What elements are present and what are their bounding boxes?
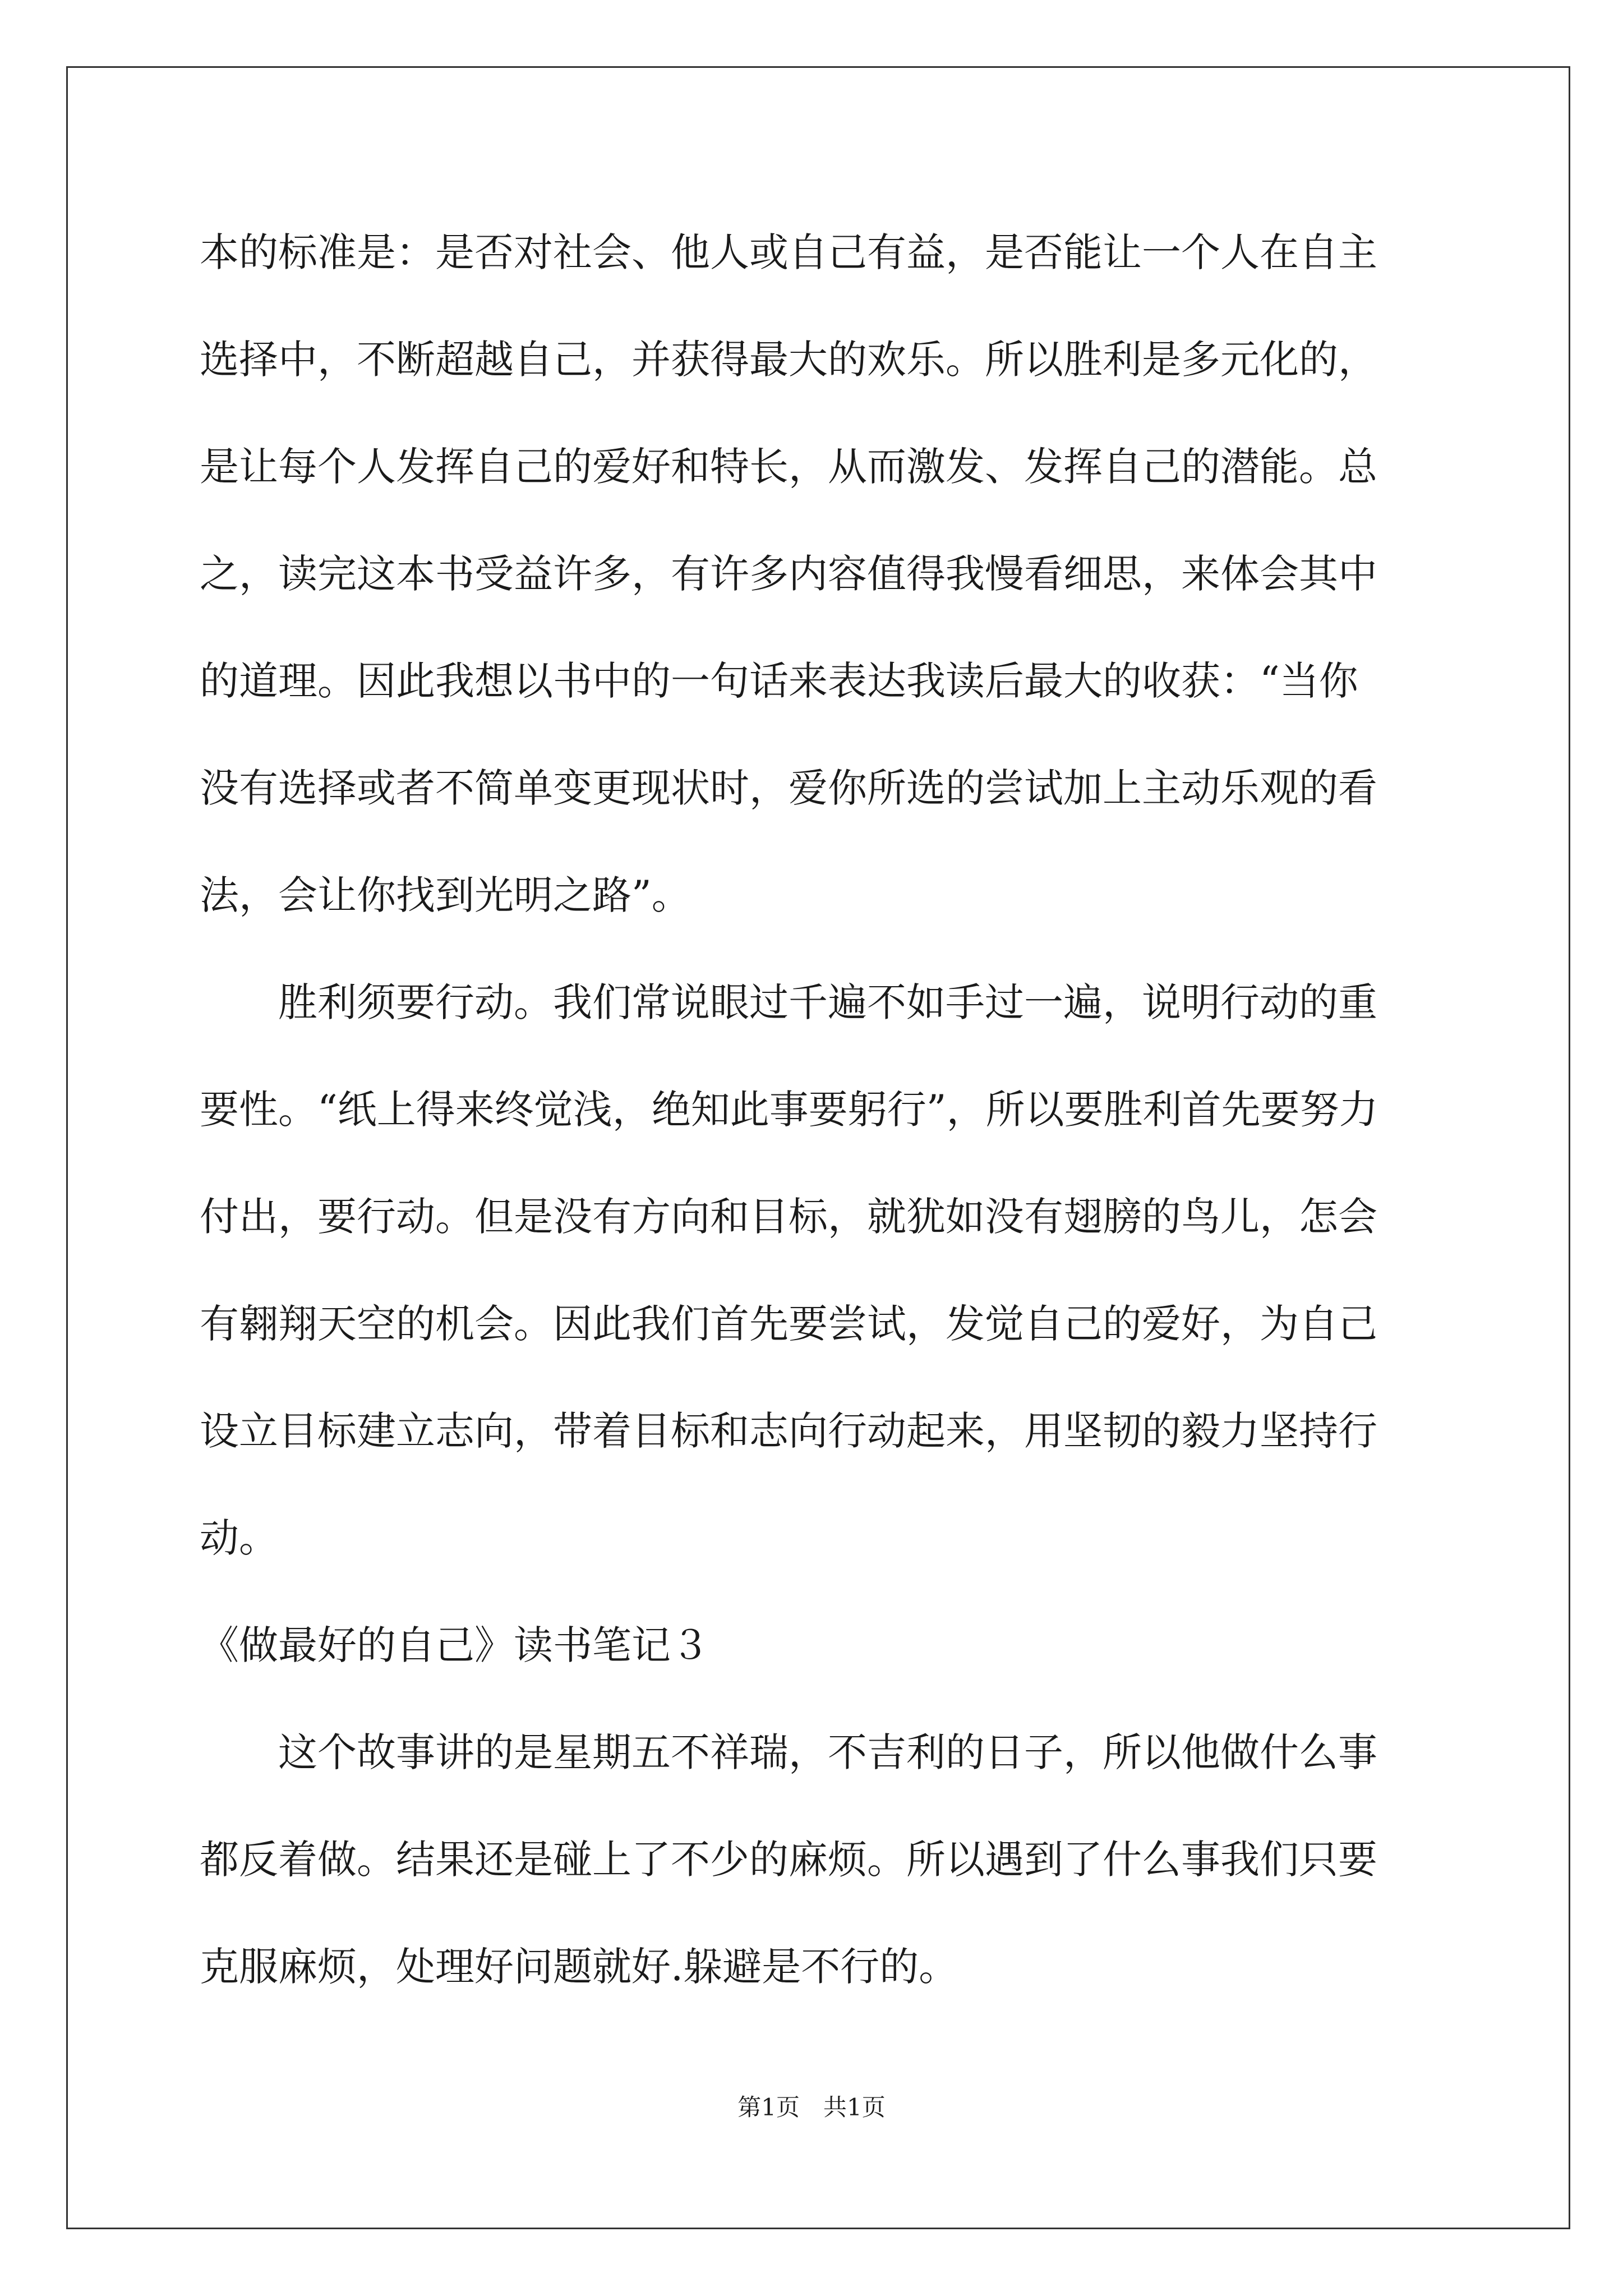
text-line: 选择中，不断超越自己，并获得最大的欢乐。所以胜利是多元化的， <box>200 337 1377 383</box>
text-line: 之，读完这本书受益许多，有许多内容值得我慢看细思，来体会其中 <box>200 551 1377 597</box>
page-border <box>66 66 1570 2229</box>
text-line: 动。 <box>200 1515 278 1561</box>
text-line: 是让每个人发挥自己的爱好和特长，从而激发、发挥自己的潜能。总 <box>200 444 1377 490</box>
text-line: 都反着做。结果还是碰上了不少的麻烦。所以遇到了什么事我们只要 <box>200 1837 1377 1883</box>
text-line: 要性。“纸上得来终觉浅，绝知此事要躬行”，所以要胜利首先要努力 <box>200 1087 1378 1133</box>
text-line: 的道理。因此我想以书中的一句话来表达我读后最大的收获：“当你 <box>200 658 1358 704</box>
text-line: 法，会让你找到光明之路”。 <box>200 872 691 918</box>
text-line: 设立目标建立志向，带着目标和志向行动起来，用坚韧的毅力坚持行 <box>200 1408 1377 1454</box>
text-line: 没有选择或者不简单变更现状时，爱你所选的尝试加上主动乐观的看 <box>200 765 1377 811</box>
text-line: 胜利须要行动。我们常说眼过千遍不如手过一遍，说明行动的重 <box>200 979 1377 1025</box>
text-line: 付出，要行动。但是没有方向和目标，就犹如没有翅膀的鸟儿，怎会 <box>200 1194 1377 1240</box>
text-line: 有翱翔天空的机会。因此我们首先要尝试，发觉自己的爱好，为自己 <box>200 1301 1377 1347</box>
page-footer: 第1页 共1页 <box>737 2093 886 2121</box>
text-line: 本的标准是：是否对社会、他人或自己有益，是否能让一个人在自主 <box>200 229 1377 275</box>
text-line: 克服麻烦，处理好问题就好.躲避是不行的。 <box>200 1944 958 1990</box>
text-line: 这个故事讲的是星期五不祥瑞，不吉利的日子，所以他做什么事 <box>200 1729 1377 1775</box>
section-heading: 《做最好的自己》读书笔记３ <box>200 1622 710 1668</box>
